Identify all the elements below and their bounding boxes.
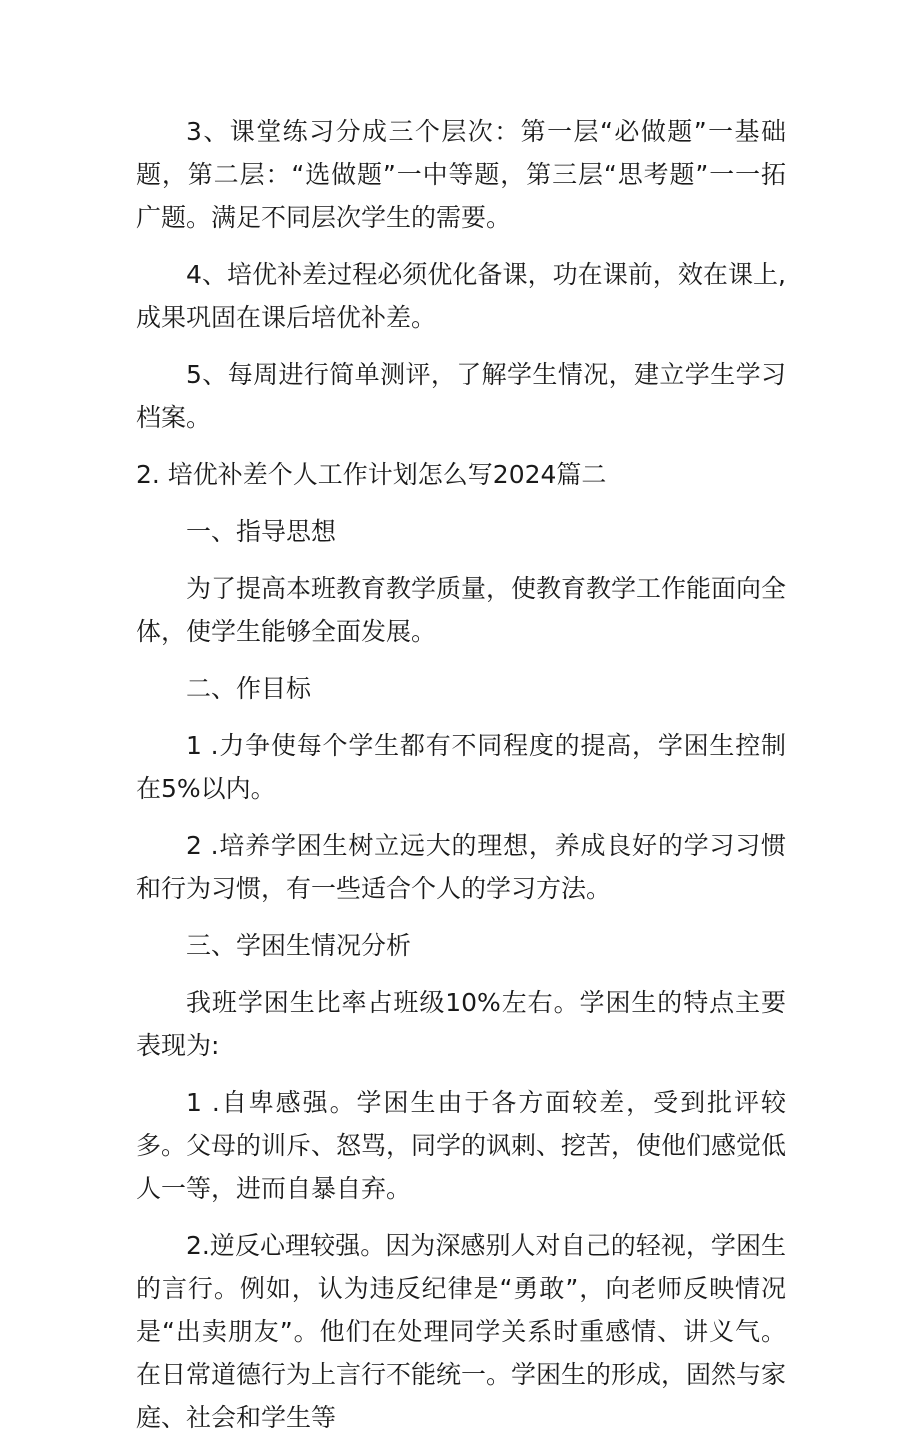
paragraph-goal-2: 2 .培养学困生树立远大的理想，养成良好的学习习惯和行为习惯，有一些适合个人的学习方法。 <box>136 831 786 903</box>
heading-guiding-idea: 一、指导思想 <box>186 517 337 546</box>
paragraph-practice-levels: 3、课堂练习分成三个层次：第一层“必做题”一基础题，第二层：“选做题”一中等题，第三层“思考题”一一拓广题。满足不同层次学生的需要。 <box>136 117 786 232</box>
paragraph-point-2: 2.逆反心理较强。因为深感别人对自己的轻视，学困生的言行。例如，认为违反纪律是“勇敢”，向老师反映情况是“出卖朋友”。他们在处理同学关系时重感情、讲义气。在日常道德行为上言行不能统一。学困生的形成，固然与家庭、社会和学生等 <box>136 1231 787 1432</box>
section-title: 2. 培优补差个人工作计划怎么写2024篇二 <box>136 460 607 489</box>
paragraph-lesson-prep: 4、培优补差过程必须优化备课，功在课前，效在课上,成果巩固在课后培优补差。 <box>136 260 786 332</box>
paragraph-weekly-test: 5、每周进行简单测评，了解学生情况，建立学生学习档案。 <box>136 360 786 432</box>
paragraph-analysis-intro: 我班学困生比率占班级10%左右。学困生的特点主要表现为: <box>136 988 786 1060</box>
paragraph-guiding-idea: 为了提高本班教育教学质量，使教育教学工作能面向全体，使学生能够全面发展。 <box>136 574 787 646</box>
paragraph-point-1: 1 .自卑感强。学困生由于各方面较差，受到批评较多。父母的训斥、怒骂，同学的讽刺、挖苦，使他们感觉低人一等，进而自暴自弃。 <box>136 1088 787 1203</box>
heading-goals: 二、作目标 <box>186 674 312 703</box>
paragraph-goal-1: 1 .力争使每个学生都有不同程度的提高，学困生控制在5%以内。 <box>136 731 786 803</box>
document-body <box>136 110 786 1453</box>
heading-analysis: 三、学困生情况分析 <box>186 931 412 960</box>
